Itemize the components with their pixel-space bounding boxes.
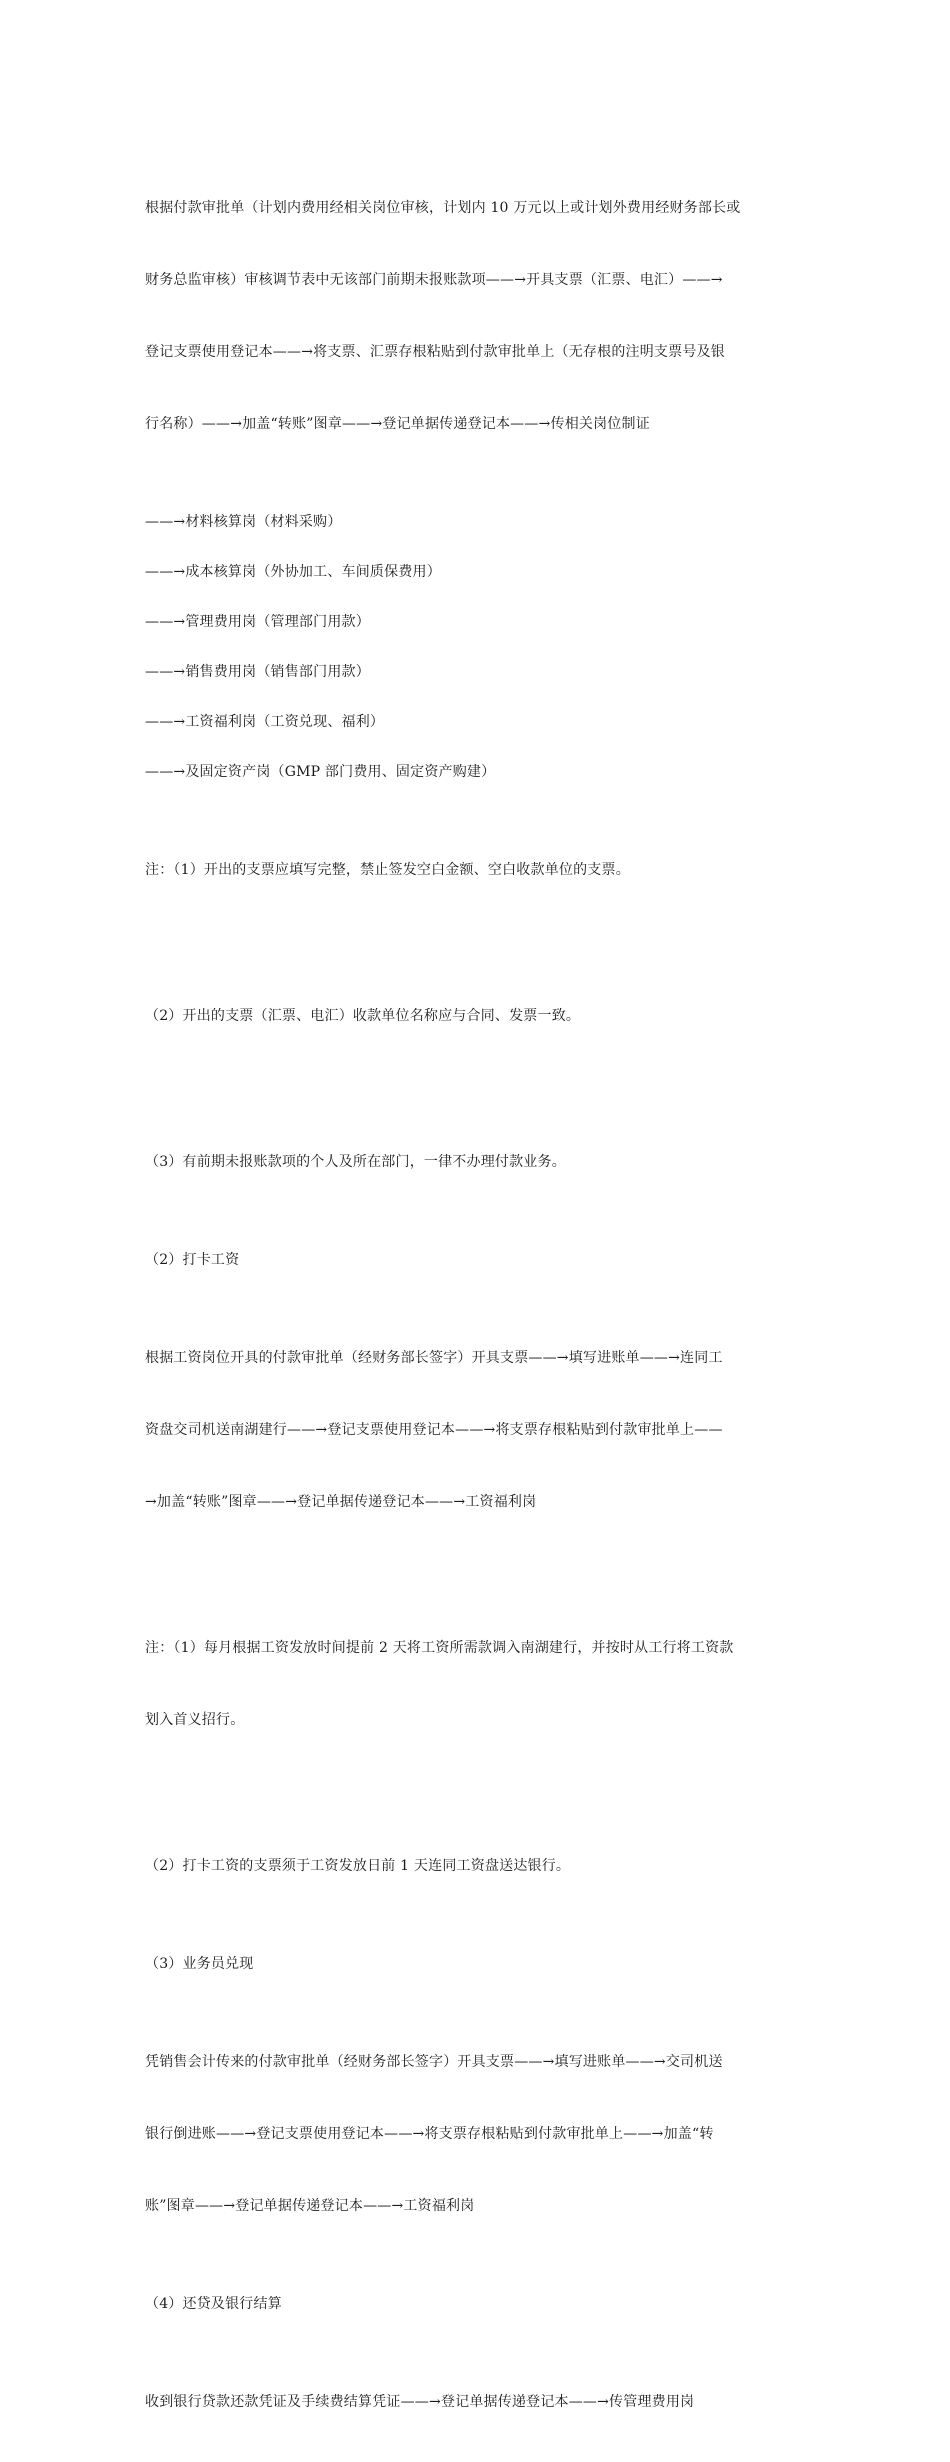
document-body bbox=[145, 148, 810, 2462]
post-item-sales-expense: ——→销售费用岗（销售部门用款） bbox=[145, 664, 370, 680]
section-2-heading: （2）打卡工资 bbox=[145, 1252, 240, 1268]
text-line: （2）开出的支票（汇票、电汇）收款单位名称应与合同、发票一致。 bbox=[145, 1008, 581, 1024]
text-line: 划入首义招行。 bbox=[145, 1712, 245, 1728]
post-item-cost: ——→成本核算岗（外协加工、车间质保费用） bbox=[145, 564, 441, 580]
text-line: 根据付款审批单（计划内费用经相关岗位审核，计划内 10 万元以上或计划外费用经财务部长或 bbox=[145, 200, 741, 216]
text-line: 根据工资岗位开具的付款审批单（经财务部长签字）开具支票——→填写进账单——→连同工 bbox=[145, 1350, 723, 1366]
section-2-paragraph bbox=[145, 1298, 810, 1562]
text-line: 账”图章——→登记单据传递登记本——→工资福利岗 bbox=[145, 2198, 475, 2214]
note-2 bbox=[145, 956, 810, 1076]
text-line: 登记支票使用登记本——→将支票、汇票存根粘贴到付款审批单上（无存根的注明支票号及银 bbox=[145, 344, 725, 360]
section-4-heading: （4）还贷及银行结算 bbox=[145, 2296, 282, 2312]
text-line: 注：（1）开出的支票应填写完整，禁止签发空白金额、空白收款单位的支票。 bbox=[145, 862, 630, 878]
text-line: →加盖“转账”图章——→登记单据传递登记本——→工资福利岗 bbox=[145, 1494, 537, 1510]
post-item-fixed-assets: ——→及固定资产岗（GMP 部门费用、固定资产购建） bbox=[145, 764, 496, 780]
post-item-admin-expense: ——→管理费用岗（管理部门用款） bbox=[145, 614, 370, 630]
text-line: 银行倒进账——→登记支票使用登记本——→将支票存根粘贴到付款审批单上——→加盖“转 bbox=[145, 2126, 714, 2142]
note-1 bbox=[145, 810, 810, 930]
text-line: 资盘交司机送南湖建行——→登记支票使用登记本——→将支票存根粘贴到付款审批单上—— bbox=[145, 1422, 723, 1438]
section-3-paragraph bbox=[145, 2002, 810, 2266]
text-line: （3）有前期未报账款项的个人及所在部门，一律不办理付款业务。 bbox=[145, 1154, 566, 1170]
text-line: 行名称）——→加盖“转账”图章——→登记单据传递登记本——→传相关岗位制证 bbox=[145, 416, 650, 432]
section-2-note-1 bbox=[145, 1588, 810, 1780]
post-item-materials: ——→材料核算岗（材料采购） bbox=[145, 514, 342, 530]
intro-paragraph bbox=[145, 148, 810, 484]
text-line: （2）打卡工资的支票须于工资发放日前 1 天连同工资盘送达银行。 bbox=[145, 1858, 571, 1874]
section-2-note-2 bbox=[145, 1806, 810, 1926]
text-line: 注：（1）每月根据工资发放时间提前 2 天将工资所需款调入南湖建行，并按时从工行将工资款 bbox=[145, 1640, 734, 1656]
post-item-payroll: ——→工资福利岗（工资兑现、福利） bbox=[145, 714, 385, 730]
note-3 bbox=[145, 1102, 810, 1222]
section-3-heading: （3）业务员兑现 bbox=[145, 1956, 254, 1972]
section-4-paragraph bbox=[145, 2342, 810, 2462]
text-line: 凭销售会计传来的付款审批单（经财务部长签字）开具支票——→填写进账单——→交司机送 bbox=[145, 2054, 723, 2070]
text-line: 收到银行贷款还款凭证及手续费结算凭证——→登记单据传递登记本——→传管理费用岗 bbox=[145, 2394, 695, 2410]
text-line: 财务总监审核）审核调节表中无该部门前期未报账款项——→开具支票（汇票、电汇）——→ bbox=[145, 272, 723, 288]
